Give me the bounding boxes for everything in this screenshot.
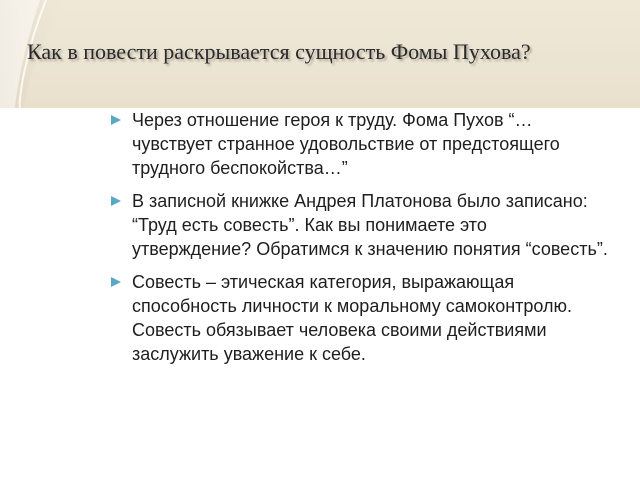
bullet-text: Через отношение героя к труду. Фома Пухов “…чувствует странное удовольствие от предстоящего трудного беспокойства…” <box>132 110 560 178</box>
bullet-item <box>108 270 608 366</box>
teal-bullet-icon <box>110 276 122 288</box>
bullet-list <box>108 108 608 375</box>
bullet-text: В записной книжке Андрея Платонова было записано: “Труд есть совесть”. Как вы понимаете это утверждение? Обратимся к значению понятия “совесть”. <box>132 191 608 259</box>
bullet-item <box>108 189 608 261</box>
teal-bullet-icon <box>110 114 122 126</box>
slide-title: Как в повести раскрывается сущность Фомы Пухова? <box>27 39 531 64</box>
corner-decoration <box>0 0 90 480</box>
bullet-text: Совесть – этическая категория, выражающая способность личности к моральному самоконтролю. Совесть обязывает человека своими действиями заслужить уважение к себе. <box>132 272 573 364</box>
teal-bullet-icon <box>110 195 122 207</box>
bullet-item <box>108 108 608 180</box>
